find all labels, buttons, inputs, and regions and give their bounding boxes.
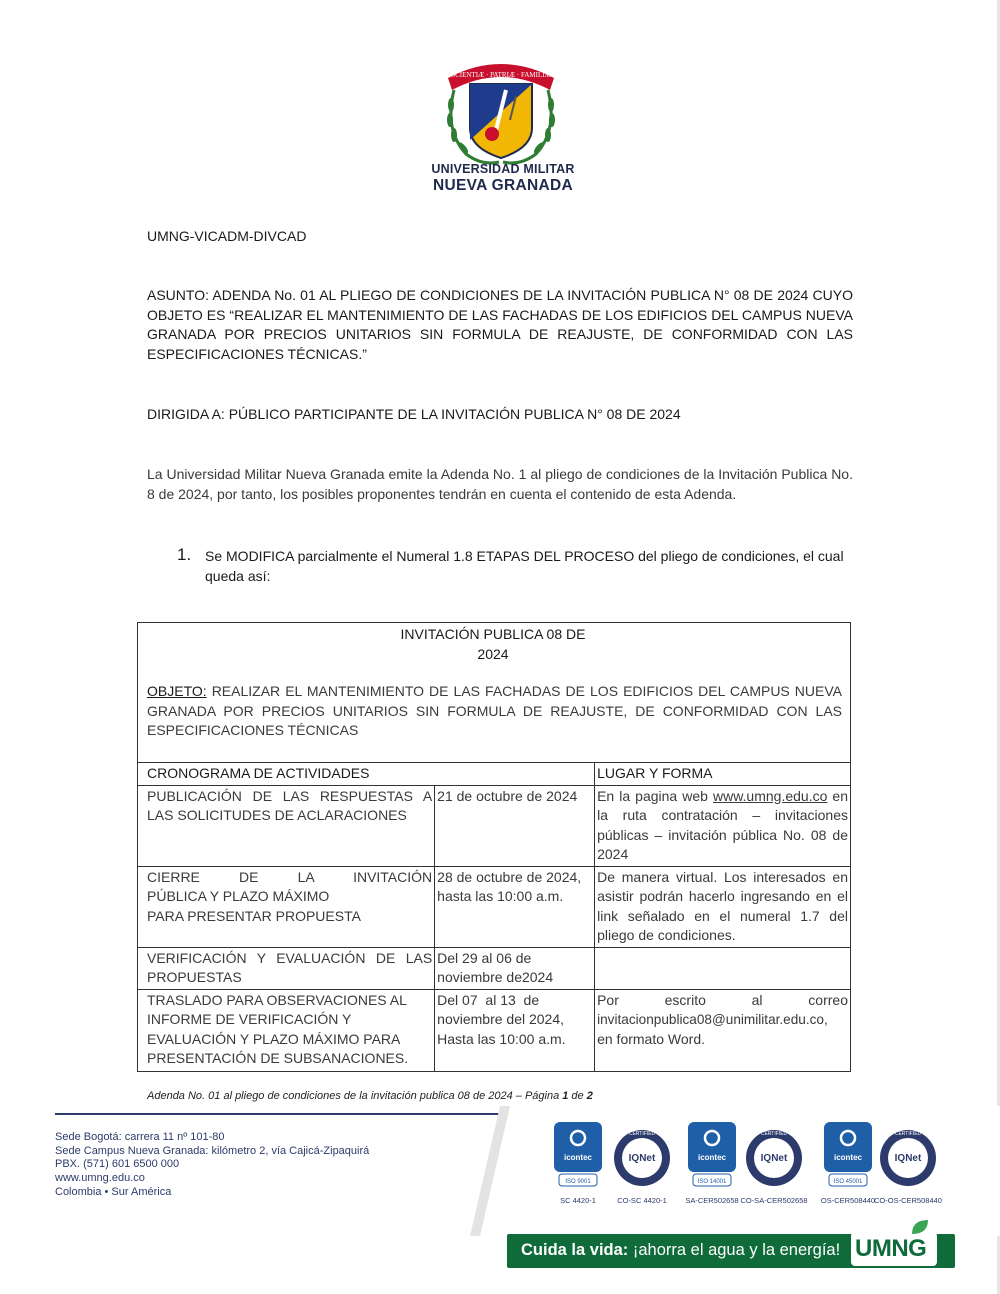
row3-date [435,947,595,989]
row2-date-line2: hasta las 10:00 a.m. [437,888,564,904]
cert-iqnet-1 [612,1122,672,1205]
cert-brand: icontec [563,1153,593,1162]
cert-code: SA-CER502658 [685,1196,739,1205]
row2-place: De manera virtual. Los interesados en asistir podrán hacerlo ingresando en el link señalado en el numeral 1.7 del pliego de condiciones. [595,866,851,947]
iqnet-icon [878,1122,938,1188]
row2-date-line1: 28 de octubre de 2024, [437,868,582,885]
footer-divider [55,1113,525,1115]
row4-date-line3: Hasta las 10:00 a.m. [437,1030,566,1047]
row2-date [435,866,595,947]
cert-icontec-14001 [682,1122,742,1205]
row3-date-line1: Del 29 al 06 de [437,949,532,966]
banner-bold: Cuida la vida: [521,1241,629,1259]
row3-date-line2: noviembre de2024 [437,969,554,985]
row4-activity-line4: PRESENTACIÓN DE SUBSANACIONES. [147,1050,409,1066]
address-website[interactable]: www.umng.edu.co [55,1172,145,1185]
umng-website-link[interactable]: www.umng.edu.co [712,787,828,804]
table-title-line1: INVITACIÓN PUBLICA 08 DE [400,626,586,642]
cert-icontec-45001 [818,1122,878,1205]
cert-brand: icontec [697,1153,727,1162]
cert-iqnet-2 [740,1122,808,1205]
icontec-icon [688,1122,736,1188]
cert-standard: ISO 14001 [697,1179,727,1185]
cert-standard: ISO 9001 [565,1179,591,1185]
row4-activity [138,989,435,1071]
row3-place [595,947,851,989]
address-line5: Colombia • Sur América [55,1185,172,1198]
cert-brand: IQNet [760,1153,788,1164]
row1-place-suffix: en la ruta contratación – invitaciones públicas – invitación pública No. 08 de 2024 [597,787,848,862]
table-header-row [138,763,851,786]
footer-note-mid: de [568,1090,587,1102]
row1-place [595,785,851,866]
row2-activity-line3: PARA PRESENTAR PROPUESTA [147,907,361,924]
leaf-icon [910,1218,930,1236]
table-title [137,624,849,664]
row4-date-line2: noviembre del 2024, [437,1011,565,1027]
objeto-label: OBJETO: [147,683,207,699]
row1-place-prefix: En la pagina web [597,787,713,804]
cert-code: CO-SA-CER502658 [740,1196,808,1205]
intro-paragraph: La Universidad Militar Nueva Granada emite la Adenda No. 1 al pliego de condiciones de la Invitación Publica No. 8 de 2024, por tanto, los posibles proponentes tendrán en cuenta el contenido de esta Adenda. [147,466,853,502]
iqnet-icon [744,1122,804,1188]
addressed-to: DIRIGIDA A: PÚBLICO PARTICIPANTE DE LA INVITACIÓN PUBLICA N° 08 DE 2024 [147,406,681,422]
row2-activity-line2: PÚBLICA Y PLAZO MÁXIMO [147,888,330,904]
cert-standard: ISO 45001 [833,1179,863,1185]
address-line1: Sede Bogotá: carrera 11 nº 101-80 [55,1131,225,1143]
table-row [138,866,851,947]
row2-activity-line1: CIERRE DE LA INVITACIÓN [147,868,433,885]
row4-activity-line2: INFORME DE VERIFICACIÓN Y [147,1011,352,1027]
page-footer-note [147,1090,593,1102]
row4-place [595,989,851,1071]
row4-place-line1: Por escrito al correo [597,991,848,1008]
header-activities: CRONOGRAMA DE ACTIVIDADES [138,763,595,786]
table-title-line2: 2024 [477,646,509,662]
item-text: Se MODIFICA parcialmente el Numeral 1.8 ETAPAS DEL PROCESO del pliego de condiciones, el cual queda así: [205,548,844,584]
banner-text: ¡ahorra el agua y la energía! [628,1241,841,1259]
row4-date-line1: Del 07 al 13 de [437,991,540,1008]
row1-activity: PUBLICACIÓN DE LAS RESPUESTAS A LAS SOLICITUDES DE ACLARACIONES [138,785,435,866]
contact-address-block [55,1131,369,1200]
header-place: LUGAR Y FORMA [595,763,851,786]
document-code: UMNG-VICADM-DIVCAD [147,228,307,244]
wordmark-line1: UNIVERSIDAD MILITAR [431,162,575,176]
cert-iqnet-3 [874,1122,942,1205]
wordmark-line2: NUEVA GRANADA [433,177,573,194]
icontec-icon [824,1122,872,1188]
cert-code: CO-SC 4420-1 [617,1196,667,1205]
iqnet-icon [612,1122,672,1188]
table-row [138,785,851,866]
certification-logos [548,1122,948,1212]
crest-motto: SCIENTIÆ · PATRIÆ · FAMILIÆ [451,71,551,79]
row3-activity: VERIFICACIÓN Y EVALUACIÓN DE LAS PROPUESTAS [138,947,435,989]
subject: ASUNTO: ADENDA No. 01 AL PLIEGO DE CONDICIONES DE LA INVITACIÓN PUBLICA N° 08 DE 2024 CUYO OBJETO ES “REALIZAR EL MANTENIMIENTO DE LAS FACHADAS DE LOS EDIFICIOS DEL CAMPUS NUEVA GRANADA POR PRECIOS UNITARIOS SIN FORMULA DE REAJUSTE, DE CONFORMIDAD CON LAS ESPECIFICACIONES TÉCNICAS.” [147,287,853,362]
footer-note-prefix: Adenda No. 01 al pliego de condiciones de la invitación publica 08 de 2024 – Página [147,1090,563,1102]
page-current: 1 [562,1090,569,1102]
cert-brand: icontec [833,1153,863,1162]
row4-activity-line1: TRASLADO PARA OBSERVACIONES AL [147,991,407,1008]
icontec-icon [554,1122,602,1188]
cert-brand: IQNet [894,1153,922,1164]
cert-code: OS-CER508440 [820,1196,876,1205]
table-row [138,947,851,989]
schedule-table [137,762,851,1072]
cert-icontec-9001 [548,1122,608,1205]
banner-slogan [521,1241,840,1260]
table-row [138,989,851,1071]
address-line3: PBX. (571) 601 6500 000 [55,1158,180,1171]
row4-activity-line3: EVALUACIÓN Y PLAZO MÁXIMO PARA [147,1030,401,1047]
item-number: 1. [177,545,192,564]
cert-label: CERTIFIED [894,1131,922,1137]
row4-date [435,989,595,1071]
row4-place-line3: en formato Word. [597,1030,705,1047]
cert-code: SC 4420-1 [560,1196,596,1205]
row1-date: 21 de octubre de 2024 [435,785,595,866]
cert-label: CERTIFIED [760,1131,788,1137]
page-total: 2 [586,1090,593,1102]
university-wordmark [418,162,588,195]
row2-activity [138,866,435,947]
cert-label: CERTIFIED [628,1131,656,1137]
cert-brand: IQNet [628,1153,656,1164]
address-line2: Sede Campus Nueva Granada: kilómetro 2, vía Cajicá-Zipaquirá [55,1144,370,1157]
objeto-paragraph [147,682,842,741]
umng-brand-logo: UMNG [855,1235,927,1262]
contact-email[interactable]: invitacionpublica08@unimilitar.edu.co, [597,1012,828,1027]
cert-code: CO-OS-CER508440 [874,1196,942,1205]
objeto-text: REALIZAR EL MANTENIMIENTO DE LAS FACHADAS DE LOS EDIFICIOS DEL CAMPUS NUEVA GRANADA POR PRECIOS UNITARIOS SIN FORMULA DE REAJUSTE, DE CONFORMIDAD CON LAS ESPECIFICACIONES TÉCNICAS [147,683,842,738]
